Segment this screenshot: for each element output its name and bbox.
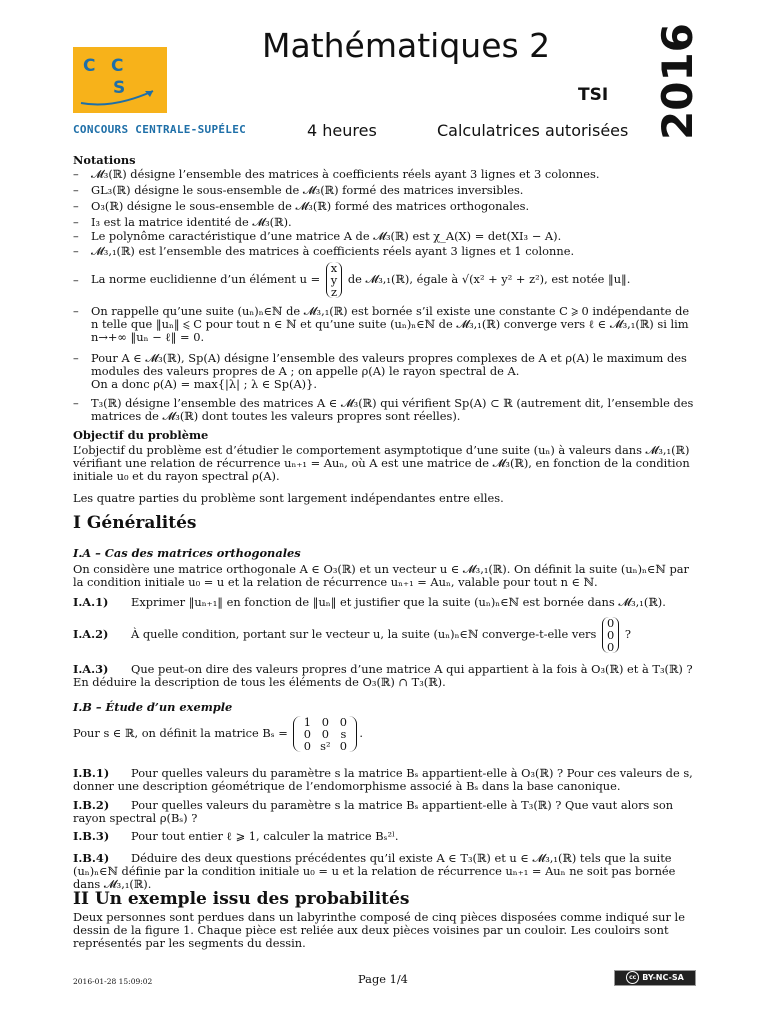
license-badge: cc BY-NC-SA xyxy=(614,970,696,986)
ccs-logo xyxy=(73,47,167,113)
question-ib2: I.B.2) Pour quelles valeurs du paramètre s la matrice Bₛ appartient-elle à T₃(ℝ) ? Que vaut alors son rayon spectral ρ(Bₛ) ? xyxy=(73,798,674,826)
notation-item: – O₃(ℝ) désigne le sous-ensemble de 𝓜₃(ℝ) formé des matrices orthogonales. xyxy=(73,199,530,213)
notation-bounded: – On rappelle qu’une suite (uₙ)ₙ∈ℕ de 𝓜₃,₁(ℝ) est bornée s’il existe une constante C ⩾ 0 indépendante de n telle que ‖uₙ‖ ⩽ C pour tout n ∈ ℕ et qu’une suite (uₙ)ₙ∈ℕ de 𝓜₃,₁(ℝ) converge vers ℓ ∈ 𝓜₃,₁(ℝ) si lim n→+∞ ‖uₙ − ℓ‖ = 0. xyxy=(73,304,690,345)
vector-u: x y z xyxy=(326,262,342,298)
timestamp: 2016-01-28 15:09:02 xyxy=(73,977,153,986)
calculator-note: Calculatrices autorisées xyxy=(437,121,629,140)
notation-item: – I₃ est la matrice identité de 𝓜₃(ℝ). xyxy=(73,215,292,229)
notation-spectrum: – Pour A ∈ 𝓜₃(ℝ), Sp(A) désigne l’ensemble des valeurs propres complexes de A et ρ(A) le maximum des modules des valeurs propres de A ; on appelle ρ(A) le rayon spectral de A. On a donc ρ(A) = max{|λ| ; λ ∈ Sp(A)}. xyxy=(73,351,687,392)
notation-item: – 𝓜₃,₁(ℝ) est l’ensemble des matrices à coefficients réels ayant 3 lignes et 1 colonne. xyxy=(73,244,575,258)
notation-item: – 𝓜₃(ℝ) désigne l’ensemble des matrices à coefficients réels ayant 3 lignes et 3 colonnes. xyxy=(73,167,600,181)
part-1-title: I Généralités xyxy=(73,513,197,533)
part-2-title: II Un exemple issu des probabilités xyxy=(73,889,410,909)
notation-norm: – La norme euclidienne d’un élément u = x y z de 𝓜₃,₁(ℝ), égale à √(x² + y² + z²), est notée ‖u‖. xyxy=(73,261,631,299)
objective-text: L’objectif du problème est d’étudier le comportement asymptotique d’une suite (uₙ) à valeurs dans 𝓜₃,₁(ℝ) vérifiant une relation de récurrence uₙ₊₁ = Auₙ, où A est une matrice de 𝓜₃(ℝ), en fonction de la condition initiale u₀ et du rayon spectral ρ(A). xyxy=(73,443,690,484)
question-ib1: I.B.1) Pour quelles valeurs du paramètre s la matrice Bₛ appartient-elle à O₃(ℝ) ? Pour ces valeurs de s, donner une description géométrique de l’endomorphisme associé à Bₛ dans la base canonique. xyxy=(73,766,693,794)
notation-item: – Le polynôme caractéristique d’une matrice A de 𝓜₃(ℝ) est χ_A(X) = det(XI₃ − A). xyxy=(73,229,562,243)
objective-text-2: Les quatre parties du problème sont largement indépendantes entre elles. xyxy=(73,491,504,505)
zero-vector: 0 0 0 xyxy=(602,617,619,653)
svg-text:S: S xyxy=(113,78,126,98)
question-ia2: I.A.2) À quelle condition, portant sur le vecteur u, la suite (uₙ)ₙ∈ℕ converge-t-elle vers 0 0 0 ? xyxy=(73,616,631,654)
exam-title: Mathématiques 2 xyxy=(262,26,551,65)
duration: 4 heures xyxy=(307,121,377,140)
section-ib-intro: Pour s ∈ ℝ, on définit la matrice Bₛ = 1 0 0 0 0 s 0 s² 0 . xyxy=(73,715,363,753)
page-number: Page 1/4 xyxy=(358,972,408,986)
logo-text: CONCOURS CENTRALE-SUPÉLEC xyxy=(73,123,247,136)
question-ib3: I.B.3) Pour tout entier ℓ ⩾ 1, calculer la matrice Bₛ²ˡ. xyxy=(73,829,399,843)
svg-text:C: C xyxy=(111,56,124,76)
matrix-bs: 1 0 0 0 0 s 0 s² 0 xyxy=(293,716,357,752)
section-ia-intro: On considère une matrice orthogonale A ∈ O₃(ℝ) et un vecteur u ∈ 𝓜₃,₁(ℝ). On définit la suite (uₙ)ₙ∈ℕ par la condition initiale u₀ = u et la relation de récurrence uₙ₊₁ = Auₙ, valable pour tout n ∈ ℕ. xyxy=(73,562,689,590)
question-ib4: I.B.4) Déduire des deux questions précédentes qu’il existe A ∈ T₃(ℝ) et u ∈ 𝓜₃,₁(ℝ) tels que la suite (uₙ)ₙ∈ℕ définie par la condition initiale u₀ = u et la relation de récurrence uₙ₊₁ = Auₙ ne soit pas bornée dans 𝓜₃,₁(ℝ). xyxy=(73,851,676,892)
track-label: TSI xyxy=(578,85,609,105)
part-2-text: Deux personnes sont perdues dans un labyrinthe composé de cinq pièces disposées comme indiqué sur le dessin de la figure 1. Chaque pièce est reliée aux deux pièces voisines par un couloir. Les couloirs sont représentés par les segments du dessin. xyxy=(73,910,685,951)
notation-t3: – T₃(ℝ) désigne l’ensemble des matrices A ∈ 𝓜₃(ℝ) qui vérifient Sp(A) ⊂ ℝ (autrement dit, l’ensemble des matrices de 𝓜₃(ℝ) dont toutes les valeurs propres sont réelles). xyxy=(73,396,694,424)
notation-item: – GL₃(ℝ) désigne le sous-ensemble de 𝓜₃(ℝ) formé des matrices inversibles. xyxy=(73,183,524,197)
logo-icon xyxy=(73,47,167,113)
section-ia-title: I.A – Cas des matrices orthogonales xyxy=(73,546,301,560)
notations-heading: Notations xyxy=(73,153,136,167)
cc-icon: cc xyxy=(626,971,639,984)
svg-text:C: C xyxy=(83,56,96,76)
year-label: 2016 xyxy=(653,23,702,140)
objective-heading: Objectif du problème xyxy=(73,428,209,442)
section-ib-title: I.B – Étude d’un exemple xyxy=(73,700,233,714)
question-ia1: I.A.1) Exprimer ‖uₙ₊₁‖ en fonction de ‖uₙ‖ et justifier que la suite (uₙ)ₙ∈ℕ est bornée dans 𝓜₃,₁(ℝ). xyxy=(73,595,666,609)
question-ia3: I.A.3) Que peut-on dire des valeurs propres d’une matrice A qui appartient à la fois à O₃(ℝ) et à T₃(ℝ) ? En déduire la description de tous les éléments de O₃(ℝ) ∩ T₃(ℝ). xyxy=(73,662,693,690)
